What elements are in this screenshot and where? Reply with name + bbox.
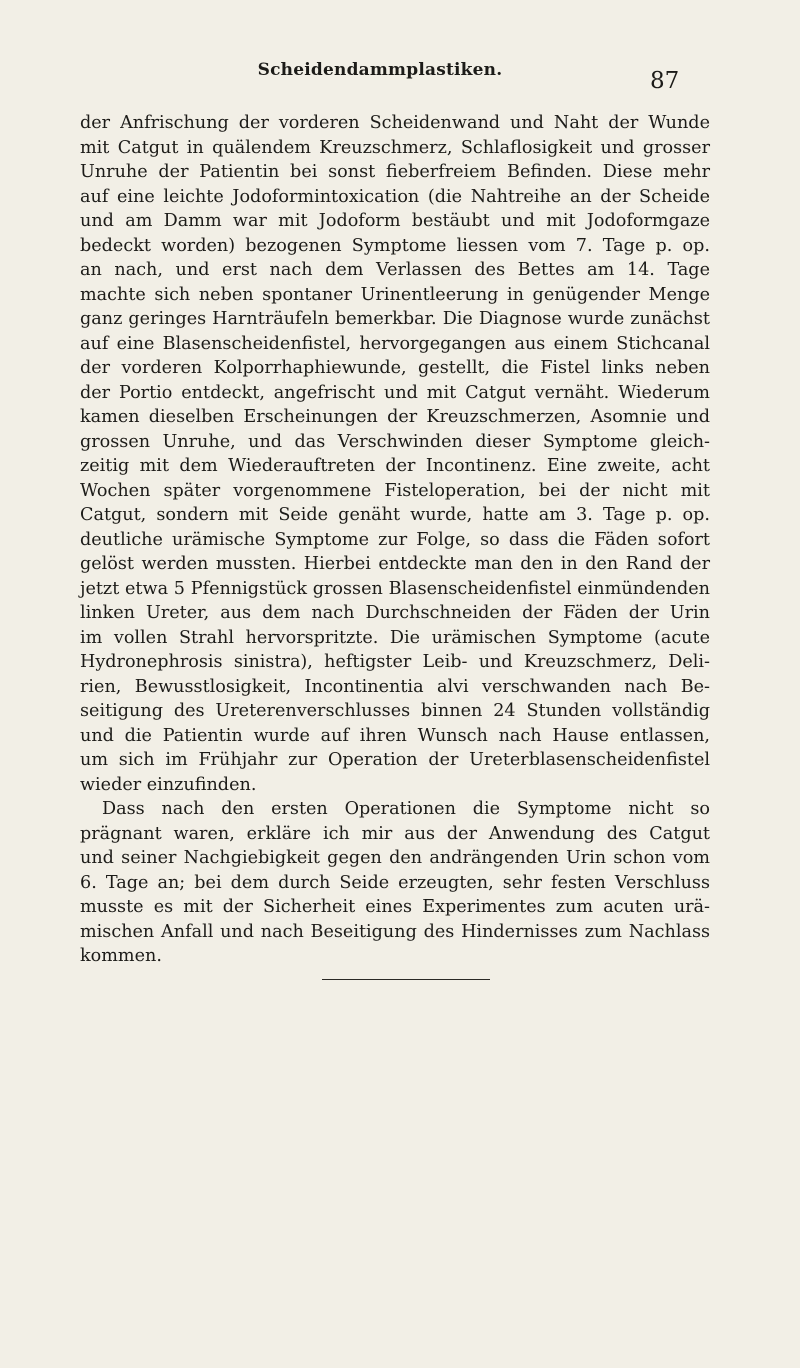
text-line: Wochen später vorgenommene Fisteloperation, bei der nicht mit [80, 480, 710, 501]
text-line: Hydronephrosis sinistra), heftigster Leib- und Kreuzschmerz, Deli- [80, 652, 710, 672]
text-line: und am Damm war mit Jodoform bestäubt und mit Jodoformgaze [80, 211, 710, 231]
body-text [80, 111, 710, 969]
text-line: musste es mit der Sicherheit eines Experimentes zum acuten urä- [80, 897, 710, 917]
section-end-rule [322, 979, 490, 980]
text-line: machte sich neben spontaner Urinentleerung in genügender Menge [80, 284, 710, 305]
text-line: Unruhe der Patientin bei sonst fieberfreiem Befinden. Diese mehr [80, 162, 710, 182]
text-line: der vorderen Kolporrhaphiewunde, gestellt, die Fistel links neben [80, 358, 710, 378]
text-line: rien, Bewusstlosigkeit, Incontinentia alvi verschwanden nach Be- [80, 676, 710, 697]
text-line: und die Patientin wurde auf ihren Wunsch nach Hause entlassen, [80, 725, 710, 746]
text-line: 6. Tage an; bei dem durch Seide erzeugten, sehr festen Verschluss [80, 872, 710, 893]
text-line: um sich im Frühjahr zur Operation der Ureterblasenscheidenfistel [80, 750, 710, 770]
text-line: mit Catgut in quälendem Kreuzschmerz, Schlaflosigkeit und grosser [80, 137, 710, 158]
text-line: linken Ureter, aus dem nach Durchschneiden der Fäden der Urin [80, 603, 710, 623]
text-line: im vollen Strahl hervorspritzte. Die urämischen Symptome (acute [80, 627, 710, 648]
running-head: Scheidendammplastiken. [257, 60, 503, 80]
page-number: 87 [650, 68, 680, 94]
text-line: auf eine leichte Jodoformintoxication (die Nahtreihe an der Scheide [80, 186, 710, 207]
paragraph-end-line: kommen. [80, 946, 162, 966]
paragraph-start-line: Dass nach den ersten Operationen die Symptome nicht so [102, 799, 710, 819]
text-line: mischen Anfall und nach Beseitigung des Hindernisses zum Nachlass [80, 921, 710, 942]
text-line: seitigung des Ureterenverschlusses binnen 24 Stunden vollständig [80, 701, 710, 721]
text-line: zeitig mit dem Wiederauftreten der Incontinenz. Eine zweite, acht [80, 456, 710, 476]
text-line: prägnant waren, erkläre ich mir aus der Anwendung des Catgut [80, 823, 710, 844]
text-line: jetzt etwa 5 Pfennigstück grossen Blasenscheidenfistel einmündenden [80, 578, 710, 599]
text-line: auf eine Blasenscheidenfistel, hervorgegangen aus einem Stichcanal [80, 333, 710, 354]
paragraph-end-line: wieder einzufinden. [80, 774, 257, 795]
text-line: bedeckt worden) bezogenen Symptome liessen vom 7. Tage p. op. [80, 235, 710, 256]
text-line: und seiner Nachgiebigkeit gegen den andrängenden Urin schon vom [80, 848, 710, 868]
text-line: der Portio entdeckt, angefrischt und mit Catgut vernäht. Wiederum [80, 382, 710, 403]
text-line: der Anfrischung der vorderen Scheidenwand und Naht der Wunde [80, 113, 710, 133]
text-line: an nach, und erst nach dem Verlassen des Bettes am 14. Tage [80, 260, 710, 280]
text-line: kamen dieselben Erscheinungen der Kreuzschmerzen, Asomnie und [80, 407, 710, 427]
text-line: Catgut, sondern mit Seide genäht wurde, hatte am 3. Tage p. op. [80, 505, 710, 525]
text-line: gelöst werden mussten. Hierbei entdeckte man den in den Rand der [80, 554, 710, 574]
text-line: ganz geringes Harnträufeln bemerkbar. Die Diagnose wurde zunächst [80, 309, 710, 329]
text-line: grossen Unruhe, und das Verschwinden dieser Symptome gleich- [80, 431, 710, 452]
text-line: deutliche urämische Symptome zur Folge, so dass die Fäden sofort [80, 529, 710, 550]
